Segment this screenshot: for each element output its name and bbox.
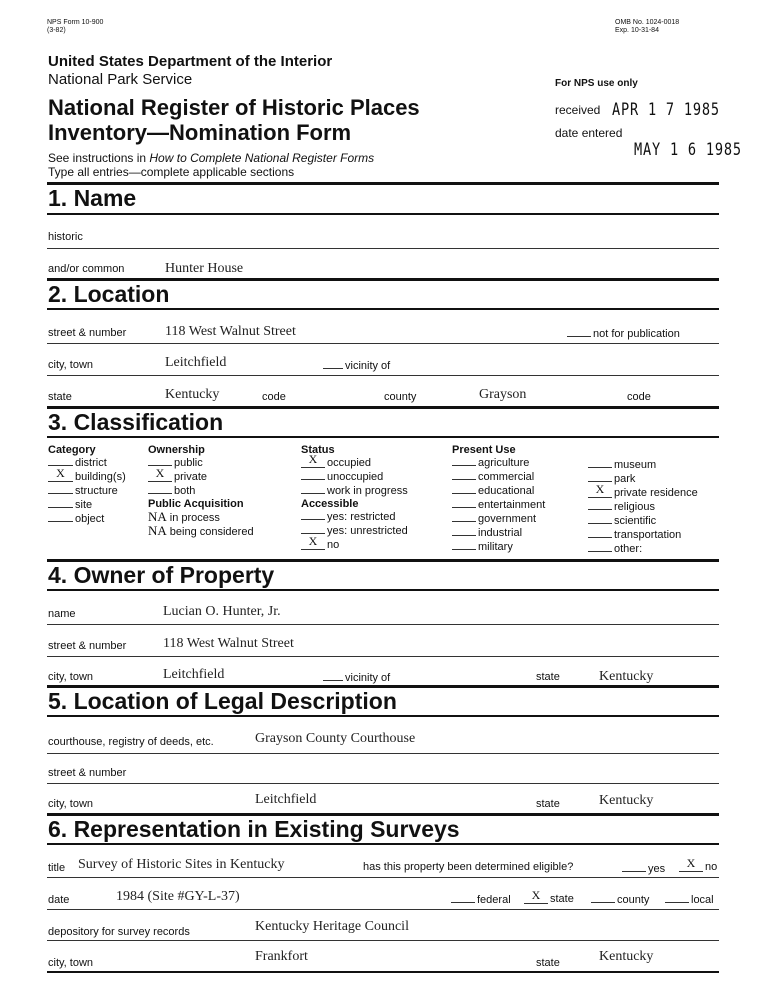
na-mark: NA	[148, 523, 167, 538]
checkbox-mark: X	[686, 856, 696, 870]
use-museum[interactable]	[588, 458, 698, 472]
status-work-in-progress[interactable]	[301, 484, 408, 498]
legal-city-label: city, town	[48, 798, 94, 810]
form-number: NPS Form 10-900	[47, 19, 104, 26]
checkbox-label: yes	[648, 863, 666, 875]
owner-vicinity	[323, 671, 390, 684]
public-acquisition-header: Public Acquisition	[148, 498, 244, 510]
present-use-header: Present Use	[452, 444, 516, 456]
status-unoccupied[interactable]	[301, 470, 408, 484]
historic-label: historic	[48, 231, 83, 243]
category-header: Category	[48, 444, 96, 456]
owner-name-value: Lucian O. Hunter, Jr.	[163, 604, 281, 619]
depository-city-value: Frankfort	[255, 949, 308, 964]
section-5-title: 5. Location of Legal Description	[48, 688, 397, 714]
checkbox-label: government	[478, 513, 537, 525]
acquisition-in-process[interactable]	[148, 510, 254, 524]
common-name-label: and/or common	[48, 263, 125, 275]
checkbox-label: yes: restricted	[327, 511, 396, 523]
checkbox-label: educational	[478, 485, 535, 497]
field-line	[47, 656, 719, 657]
state-value: Kentucky	[165, 387, 220, 402]
status-group	[301, 444, 408, 552]
checkbox-label: structure	[75, 485, 118, 497]
ownership-both[interactable]	[148, 484, 254, 498]
not-for-publication	[567, 327, 680, 340]
owner-street-label: street & number	[48, 640, 127, 652]
courthouse-label: courthouse, registry of deeds, etc.	[48, 736, 214, 748]
field-line	[47, 753, 719, 754]
received-label: received	[555, 103, 601, 117]
checkbox-label: building(s)	[75, 471, 126, 483]
checkbox-label: object	[75, 513, 105, 525]
checkbox-mark: X	[595, 482, 605, 496]
use-private-residence[interactable]	[588, 482, 698, 500]
field-line	[47, 783, 719, 784]
checkbox-mark: X	[531, 888, 541, 902]
level-local[interactable]	[665, 893, 714, 906]
category-group	[48, 444, 126, 526]
instructions-title: How to Complete National Register Forms	[149, 151, 375, 165]
checkbox-label: state	[550, 893, 574, 905]
ownership-private[interactable]	[148, 466, 254, 484]
section-rule	[47, 589, 719, 591]
depository-label: depository for survey records	[48, 926, 190, 938]
field-line	[47, 343, 719, 344]
eligible-question: has this property been determined eligible?	[363, 861, 574, 873]
use-scientific[interactable]	[588, 514, 698, 528]
county-code-label: code	[627, 391, 651, 403]
depository-state-value: Kentucky	[599, 949, 654, 964]
checkbox-label: agriculture	[478, 457, 530, 469]
checkbox-label: site	[75, 499, 93, 511]
county-label: county	[384, 391, 417, 403]
form-title-line1: National Register of Historic Places	[48, 95, 420, 120]
use-agriculture[interactable]	[452, 456, 545, 470]
category-object[interactable]	[48, 512, 126, 526]
checkbox-label: local	[691, 894, 714, 906]
depository-city-label: city, town	[48, 957, 94, 969]
field-line	[47, 940, 719, 941]
checkbox-label: museum	[614, 459, 657, 471]
section-rule	[47, 213, 719, 215]
checkbox-label: district	[75, 457, 107, 469]
category-buildings[interactable]	[48, 466, 126, 484]
checkbox-label: no	[327, 539, 340, 551]
section-6-title: 6. Representation in Existing Surveys	[48, 816, 460, 842]
department: United States Department of the Interior	[48, 53, 333, 70]
checkbox-label: religious	[614, 501, 655, 513]
eligible-no[interactable]	[679, 856, 718, 873]
checkbox-label: military	[478, 541, 513, 553]
category-structure[interactable]	[48, 484, 126, 498]
present-use-group	[452, 444, 545, 554]
use-commercial[interactable]	[452, 470, 545, 484]
checkbox-label: public	[174, 457, 203, 469]
legal-street-label: street & number	[48, 767, 127, 779]
use-religious[interactable]	[588, 500, 698, 514]
depository-state-label: state	[536, 957, 560, 969]
checkbox-label: scientific	[614, 515, 657, 527]
na-mark: NA	[148, 509, 167, 524]
checkbox-label: commercial	[478, 471, 535, 483]
use-educational[interactable]	[452, 484, 545, 498]
service: National Park Service	[48, 71, 193, 88]
not-for-publication-label: not for publication	[593, 328, 680, 340]
level-federal[interactable]	[451, 893, 511, 906]
owner-street-value: 118 West Walnut Street	[163, 636, 294, 651]
state-label: state	[48, 391, 72, 403]
section-4-title: 4. Owner of Property	[48, 562, 275, 588]
omb-number: OMB No. 1024-0018	[615, 19, 680, 26]
checkbox-label: federal	[477, 894, 511, 906]
legal-city-value: Leitchfield	[255, 792, 317, 807]
street-label: street & number	[48, 327, 127, 339]
checkbox-label: both	[174, 485, 196, 497]
checkbox-mark: X	[155, 466, 165, 480]
depository-value: Kentucky Heritage Council	[255, 919, 409, 934]
city-label: city, town	[48, 359, 94, 371]
survey-title-label: title	[48, 862, 66, 874]
present-use-group-2	[588, 458, 698, 556]
checkbox-label: park	[614, 473, 636, 485]
checkbox-label: work in progress	[327, 485, 408, 497]
section-rule	[47, 308, 719, 310]
checkbox-mark: X	[56, 466, 65, 480]
use-park[interactable]	[588, 472, 698, 486]
form-title-line2: Inventory—Nomination Form	[48, 120, 352, 145]
section-rule	[47, 182, 719, 185]
code-label: code	[262, 391, 286, 403]
date-entered-label: date entered	[555, 126, 623, 140]
courthouse-value: Grayson County Courthouse	[255, 731, 416, 746]
field-line	[47, 248, 719, 249]
vicinity-label: vicinity of	[345, 360, 391, 372]
section-rule	[47, 715, 719, 717]
vicinity	[323, 359, 390, 372]
checkbox-label: occupied	[327, 457, 372, 469]
use-military[interactable]	[452, 540, 545, 554]
entered-stamp: MAY 1 6 1985	[634, 140, 742, 160]
ownership-group	[148, 444, 254, 538]
street-value: 118 West Walnut Street	[165, 324, 296, 339]
checkbox-label: other:	[614, 543, 643, 555]
status-header: Status	[301, 444, 335, 456]
legal-state-value: Kentucky	[599, 793, 654, 808]
survey-title-value: Survey of Historic Sites in Kentucky	[78, 857, 285, 872]
checkbox-mark: X	[308, 534, 318, 548]
county-value: Grayson	[479, 387, 527, 402]
survey-date-label: date	[48, 894, 70, 906]
section-rule	[47, 843, 719, 845]
checkbox-label: transportation	[614, 529, 682, 541]
section-2-title: 2. Location	[48, 281, 170, 307]
checkbox-mark: X	[308, 452, 318, 466]
eligible-yes[interactable]	[622, 862, 665, 875]
checkbox-label: industrial	[478, 527, 523, 539]
instructions-prefix: See instructions in	[48, 151, 150, 165]
section-rule	[47, 436, 719, 438]
ownership-header: Ownership	[148, 444, 205, 456]
instructions-line2: Type all entries—complete applicable sections	[48, 165, 295, 179]
checkbox-label: no	[705, 861, 718, 873]
use-transportation[interactable]	[588, 528, 698, 542]
accessible-header: Accessible	[301, 498, 359, 510]
checkbox-label: entertainment	[478, 499, 546, 511]
survey-date-value: 1984 (Site #GY-L-37)	[116, 889, 240, 904]
use-entertainment[interactable]	[452, 498, 545, 512]
vicinity-label: vicinity of	[345, 672, 391, 684]
level-county[interactable]	[591, 893, 649, 906]
use-government[interactable]	[452, 512, 545, 526]
field-line	[47, 877, 719, 878]
checkbox-label: yes: unrestricted	[327, 525, 408, 537]
instructions-line1	[48, 151, 374, 165]
checkbox-label: private	[174, 471, 208, 483]
field-line	[47, 909, 719, 910]
owner-name-label: name	[48, 608, 76, 620]
form-revision: (3-82)	[47, 27, 66, 34]
accessible-unrestricted[interactable]	[301, 524, 408, 538]
owner-state-label: state	[536, 671, 560, 683]
use-industrial[interactable]	[452, 526, 545, 540]
checkbox-label: county	[617, 894, 650, 906]
received-stamp: APR 1 7 1985	[612, 100, 720, 120]
checkbox-label: in process	[169, 512, 220, 524]
checkbox-label: private residence	[614, 487, 698, 499]
owner-city-label: city, town	[48, 671, 94, 683]
city-value: Leitchfield	[165, 355, 227, 370]
common-name-value: Hunter House	[165, 261, 244, 276]
accessible-no[interactable]	[301, 534, 408, 552]
expiration: Exp. 10-31-84	[615, 27, 659, 34]
acquisition-being-considered[interactable]	[148, 524, 254, 538]
level-state[interactable]	[524, 888, 574, 905]
status-occupied[interactable]	[301, 452, 408, 470]
checkbox-label: unoccupied	[327, 471, 384, 483]
section-rule	[47, 971, 719, 973]
use-other[interactable]	[588, 542, 698, 556]
checkbox-label: being considered	[169, 526, 254, 538]
category-site[interactable]	[48, 498, 126, 512]
field-line	[47, 624, 719, 625]
nps-use-only: For NPS use only	[555, 78, 638, 89]
section-1-title: 1. Name	[48, 185, 137, 211]
field-line	[47, 375, 719, 376]
legal-state-label: state	[536, 798, 560, 810]
accessible-restricted[interactable]	[301, 510, 408, 524]
owner-city-value: Leitchfield	[163, 667, 225, 682]
owner-state-value: Kentucky	[599, 669, 654, 684]
section-3-title: 3. Classification	[48, 409, 224, 435]
